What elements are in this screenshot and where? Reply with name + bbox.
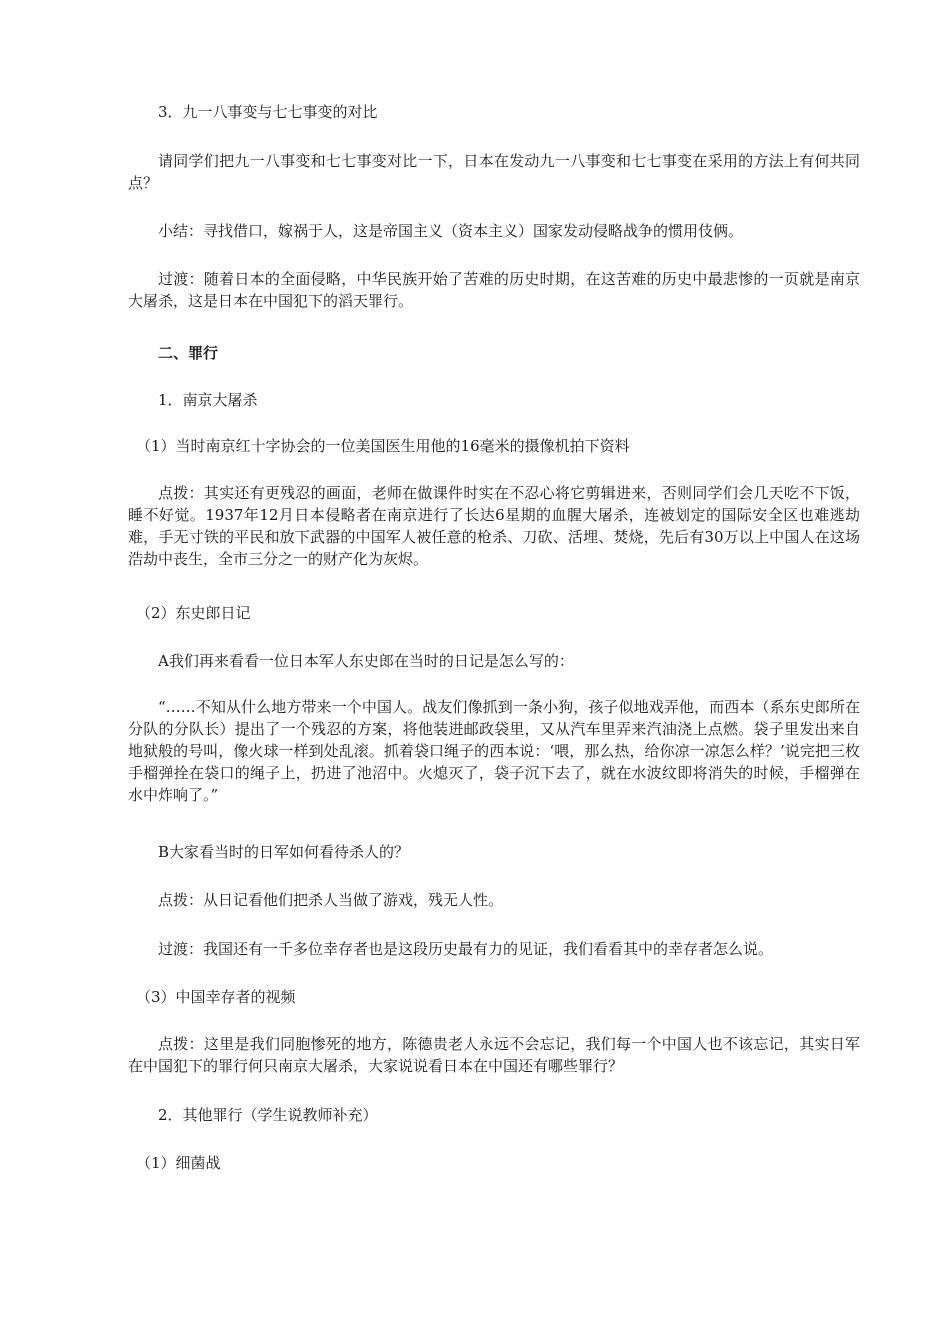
summary-paragraph: 小结：寻找借口，嫁祸于人，这是帝国主义（资本主义）国家发动侵略战争的惯用伎俩。 (158, 222, 744, 240)
item-heading-survivor-video: （3）中国幸存者的视频 (136, 988, 296, 1006)
item-heading-diary: （2）东史郎日记 (136, 604, 251, 622)
item-heading-germ-warfare: （1）细菌战 (136, 1154, 221, 1172)
subsection-heading-comparison: 3．九一八事变与七七事变的对比 (158, 103, 378, 121)
section-heading-crimes: 二、罪行 (158, 344, 219, 362)
question-paragraph: 请同学们把九一八事变和七七事变对比一下，日本在发动九一八事变和七七事变在采用的方法上有何共同点？ (128, 152, 860, 192)
commentary-paragraph-massacre: 点拨：其实还有更残忍的画面，老师在做课件时实在不忍心将它剪辑进来，否则同学们会几天吃不下饭，睡不好觉。1937年12月日本侵略者在南京进行了长达6星期的血腥大屠杀，连被划定的国际安全区也难逃劫难，手无寸铁的平民和放下武器的中国军人被任意的枪杀、刀砍、活埋、焚烧，先后有30万以上中国人在这场浩劫中丧生，全市三分之一的财产化为灰烬。 (128, 484, 860, 568)
transition-paragraph-survivors: 过渡：我国还有一千多位幸存者也是这段历史最有力的见证，我们看看其中的幸存者怎么说。 (158, 940, 774, 958)
transition-paragraph: 过渡：随着日本的全面侵略，中华民族开始了苦难的历史时期，在这苦难的历史中最悲惨的一页就是南京大屠杀，这是日本在中国犯下的滔天罪行。 (128, 270, 860, 310)
question-paragraph-b: B大家看当时的日军如何看待杀人的？ (158, 843, 410, 861)
commentary-paragraph-survivors: 点拨：这里是我们同胞惨死的地方，陈德贵老人永远不会忘记，我们每一个中国人也不该忘记，其实日军在中国犯下的罪行何只南京大屠杀，大家说说看日本在中国还有哪些罪行？ (128, 1035, 860, 1075)
subsection-heading-nanjing: 1．南京大屠杀 (158, 391, 258, 409)
commentary-paragraph-diary: 点拨：从日记看他们把杀人当做了游戏，残无人性。 (158, 891, 504, 909)
diary-intro-paragraph: A我们再来看看一位日本军人东史郎在当时的日记是怎么写的： (158, 652, 574, 670)
diary-quote-paragraph: “……不知从什么地方带来一个中国人。战友们像抓到一条小狗，孩子似地戏弄他，而西本（系东史郎所在分队的分队长）提出了一个残忍的方案，将他装进邮政袋里，又从汽车里弄来汽油浇上点燃。袋子里发出来自地狱般的号叫，像火球一样到处乱滚。抓着袋口绳子的西本说：‘喂，那么热，给你凉一凉怎么样？’说完把三枚手榴弹拴在袋口的绳子上，扔进了池沼中。火熄灭了，袋子沉下去了，就在水波纹即将消失的时候，手榴弹在水中炸响了。” (128, 698, 860, 804)
item-heading-footage: （1）当时南京红十字协会的一位美国医生用他的16毫米的摄像机拍下资料 (136, 437, 630, 455)
subsection-heading-other-crimes: 2．其他罪行（学生说教师补充） (158, 1106, 378, 1124)
